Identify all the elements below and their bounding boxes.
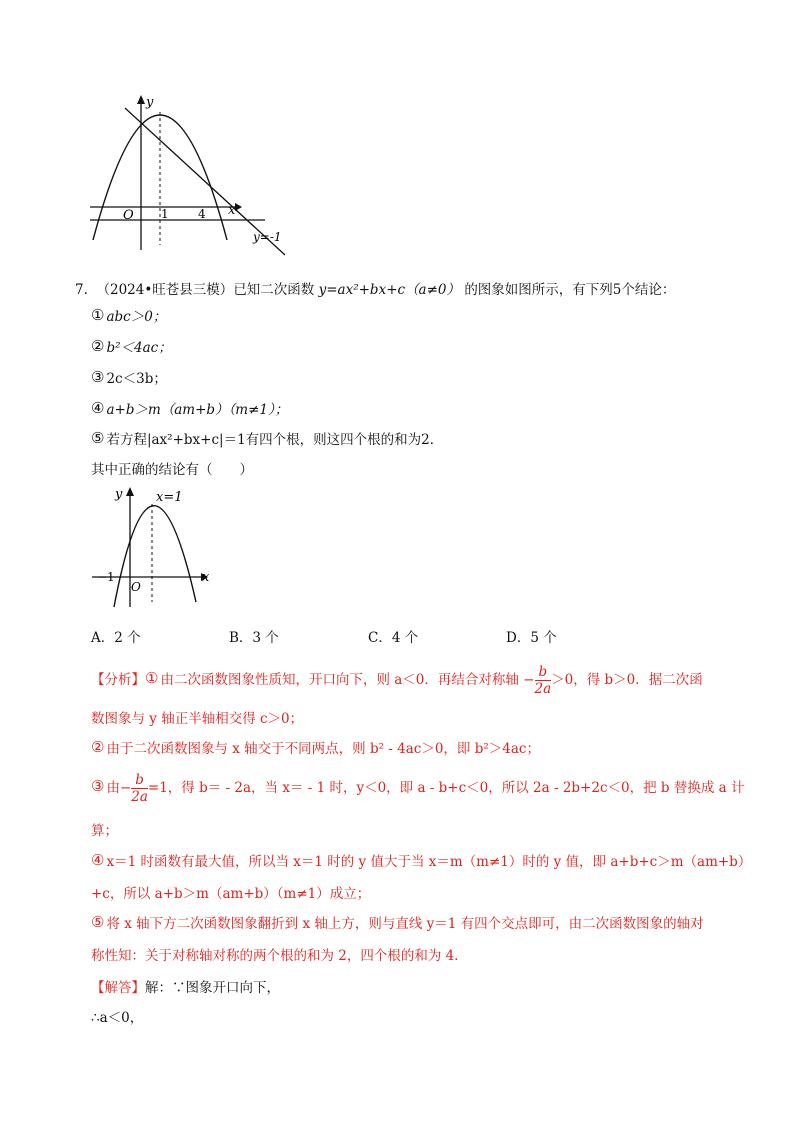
marker-4: ④ (91, 399, 105, 417)
option-b-text: 3 个 (252, 630, 279, 646)
marker-1: ① (91, 306, 105, 324)
stem-suffix: 的图象如图所示，有下列5个结论： (464, 282, 676, 298)
stem-prefix: 已知二次函数 (233, 282, 315, 298)
analysis-tag: 【分析】 (91, 672, 145, 688)
conclusion-1-text: abc＞0； (106, 309, 167, 325)
conclusion-2-text: b²＜4ac； (106, 340, 172, 356)
option-b-letter: B． (229, 630, 253, 646)
option-d[interactable] (506, 626, 557, 646)
fraction-numerator: b (535, 664, 552, 681)
conclusion-4-text: a+b＞m（am+b）（m≠1）； (106, 402, 289, 418)
conclusion-3 (91, 370, 167, 388)
fig1-tick-1: 1 (161, 207, 169, 221)
analysis-marker-3: ③ (91, 777, 105, 795)
analysis-marker-1: ① (145, 669, 159, 687)
fig1-x-label: x (228, 203, 236, 218)
fig1-line-label: y=-1 (253, 230, 282, 244)
solution-line-2: ∴a＜0， (91, 1010, 144, 1026)
conclusion-3-text: 2c＜3b； (106, 371, 167, 387)
analysis-marker-4: ④ (91, 851, 105, 869)
solution-l1: 解：∵图象开口向下， (145, 980, 280, 996)
option-a[interactable] (91, 626, 141, 646)
analysis-p3-a: 由 (106, 780, 120, 796)
question-source: （2024•旺苍县三模） (96, 282, 234, 298)
option-a-letter: A． (91, 630, 115, 646)
analysis-p2: 由于二次函数图象与 x 轴交于不同两点，则 b² - 4ac＞0，即 b²＞4ac； (106, 741, 540, 757)
figure-1-graph (85, 90, 290, 260)
option-d-text: 5 个 (530, 630, 557, 646)
fraction-numerator-2: b (131, 772, 148, 789)
fig1-origin-label: O (123, 208, 134, 223)
analysis-p1-b: ＞0，得 b＞0．据二次函 (551, 672, 703, 688)
conclusion-2 (91, 339, 172, 357)
solution-line-1 (91, 979, 280, 997)
conclusion-4 (91, 401, 288, 419)
option-c[interactable] (368, 626, 418, 646)
solution-tag: 【解答】 (91, 980, 145, 996)
fig2-parabola (114, 506, 196, 607)
fig1-y-label: y (146, 95, 154, 110)
fig1-y-arrow (137, 95, 145, 104)
option-c-letter: C． (368, 630, 392, 646)
fig2-neg1-label: −1 (97, 570, 115, 584)
option-d-letter: D． (506, 630, 531, 646)
fig2-x-label: x (202, 570, 210, 585)
analysis-line-5b: 称性知：关于对称轴对称的两个根的和为 2，四个根的和为 4． (91, 948, 468, 964)
option-b[interactable] (229, 626, 279, 646)
fraction-denominator-2: 2a (131, 789, 148, 805)
marker-2: ② (91, 337, 105, 355)
figure-2-graph (88, 482, 228, 612)
fig2-origin-label: O (131, 580, 141, 594)
option-c-text: 4 个 (391, 630, 419, 646)
conclusion-5-text: 若方程|ax²+bx+c|＝1有四个根，则这四个根的和为2． (106, 432, 444, 448)
fig2-y-arrow (126, 487, 134, 496)
question-prompt: 其中正确的结论有（ ） (91, 462, 253, 478)
conclusion-5 (91, 431, 443, 449)
fig2-symmetry-label: x=1 (156, 490, 183, 505)
fig2-y-label: y (115, 487, 123, 502)
analysis-marker-5: ⑤ (91, 913, 105, 931)
analysis-line-1: 【分析】① 由二次函数图象性质知，开口向下，则 a＜0．再结合对称轴 − $\frac{b}{2a}$ ＞0，得 b＞0．据二次函 (91, 664, 703, 697)
analysis-marker-2: ② (91, 738, 105, 756)
analysis-line-3: ③ 由− $\frac{b}{2a}$ =1，得 b＝ - 2a，当 x＝ - 1 时，y＜0，即 a - b+c＜0，所以 2a - 2b+2c＜0，把 b 替换成 a 计 (91, 772, 745, 805)
marker-3: ③ (91, 368, 105, 386)
marker-5: ⑤ (91, 429, 105, 447)
option-a-text: 2 个 (114, 630, 141, 646)
fraction-b-over-2a-2 (131, 772, 148, 805)
conclusion-1 (91, 308, 166, 326)
stem-function: y=ax²+bx+c（a≠0） (318, 282, 461, 298)
analysis-line-4b: +c，所以 a+b＞m（am+b）（m≠1）成立； (91, 886, 371, 902)
analysis-line-2 (91, 740, 540, 758)
analysis-line-3b: 算； (91, 823, 118, 839)
question-stem (75, 281, 675, 299)
analysis-p4-a: x＝1 时函数有最大值，所以当 x＝1 时的 y 值大于当 x＝m（m≠1）时的 y 值，即 a+b+c＞m（am+b） (106, 854, 752, 870)
analysis-p3-b: =1，得 b＝ - 2a，当 x＝ - 1 时，y＜0，即 a - b+c＜0，所以 2a - 2b+2c＜0，把 b 替换成 a 计 (147, 780, 745, 796)
analysis-p5-a: 将 x 轴下方二次函数图象翻折到 x 轴上方，则与直线 y＝1 有四个交点即可，由二次函数图象的轴对 (106, 916, 704, 932)
analysis-line-5 (91, 915, 704, 933)
fig1-tick-4: 4 (198, 207, 206, 221)
fraction-denominator: 2a (534, 681, 552, 697)
analysis-p1-a: 由二次函数图象性质知，开口向下，则 a＜0．再结合对称轴 (160, 672, 519, 688)
analysis-line-1b: 数图象与 y 轴正半轴相交得 c＞0； (91, 711, 304, 727)
analysis-line-4 (91, 853, 751, 871)
fraction-b-over-2a (535, 664, 552, 697)
question-number: 7. (75, 282, 88, 298)
